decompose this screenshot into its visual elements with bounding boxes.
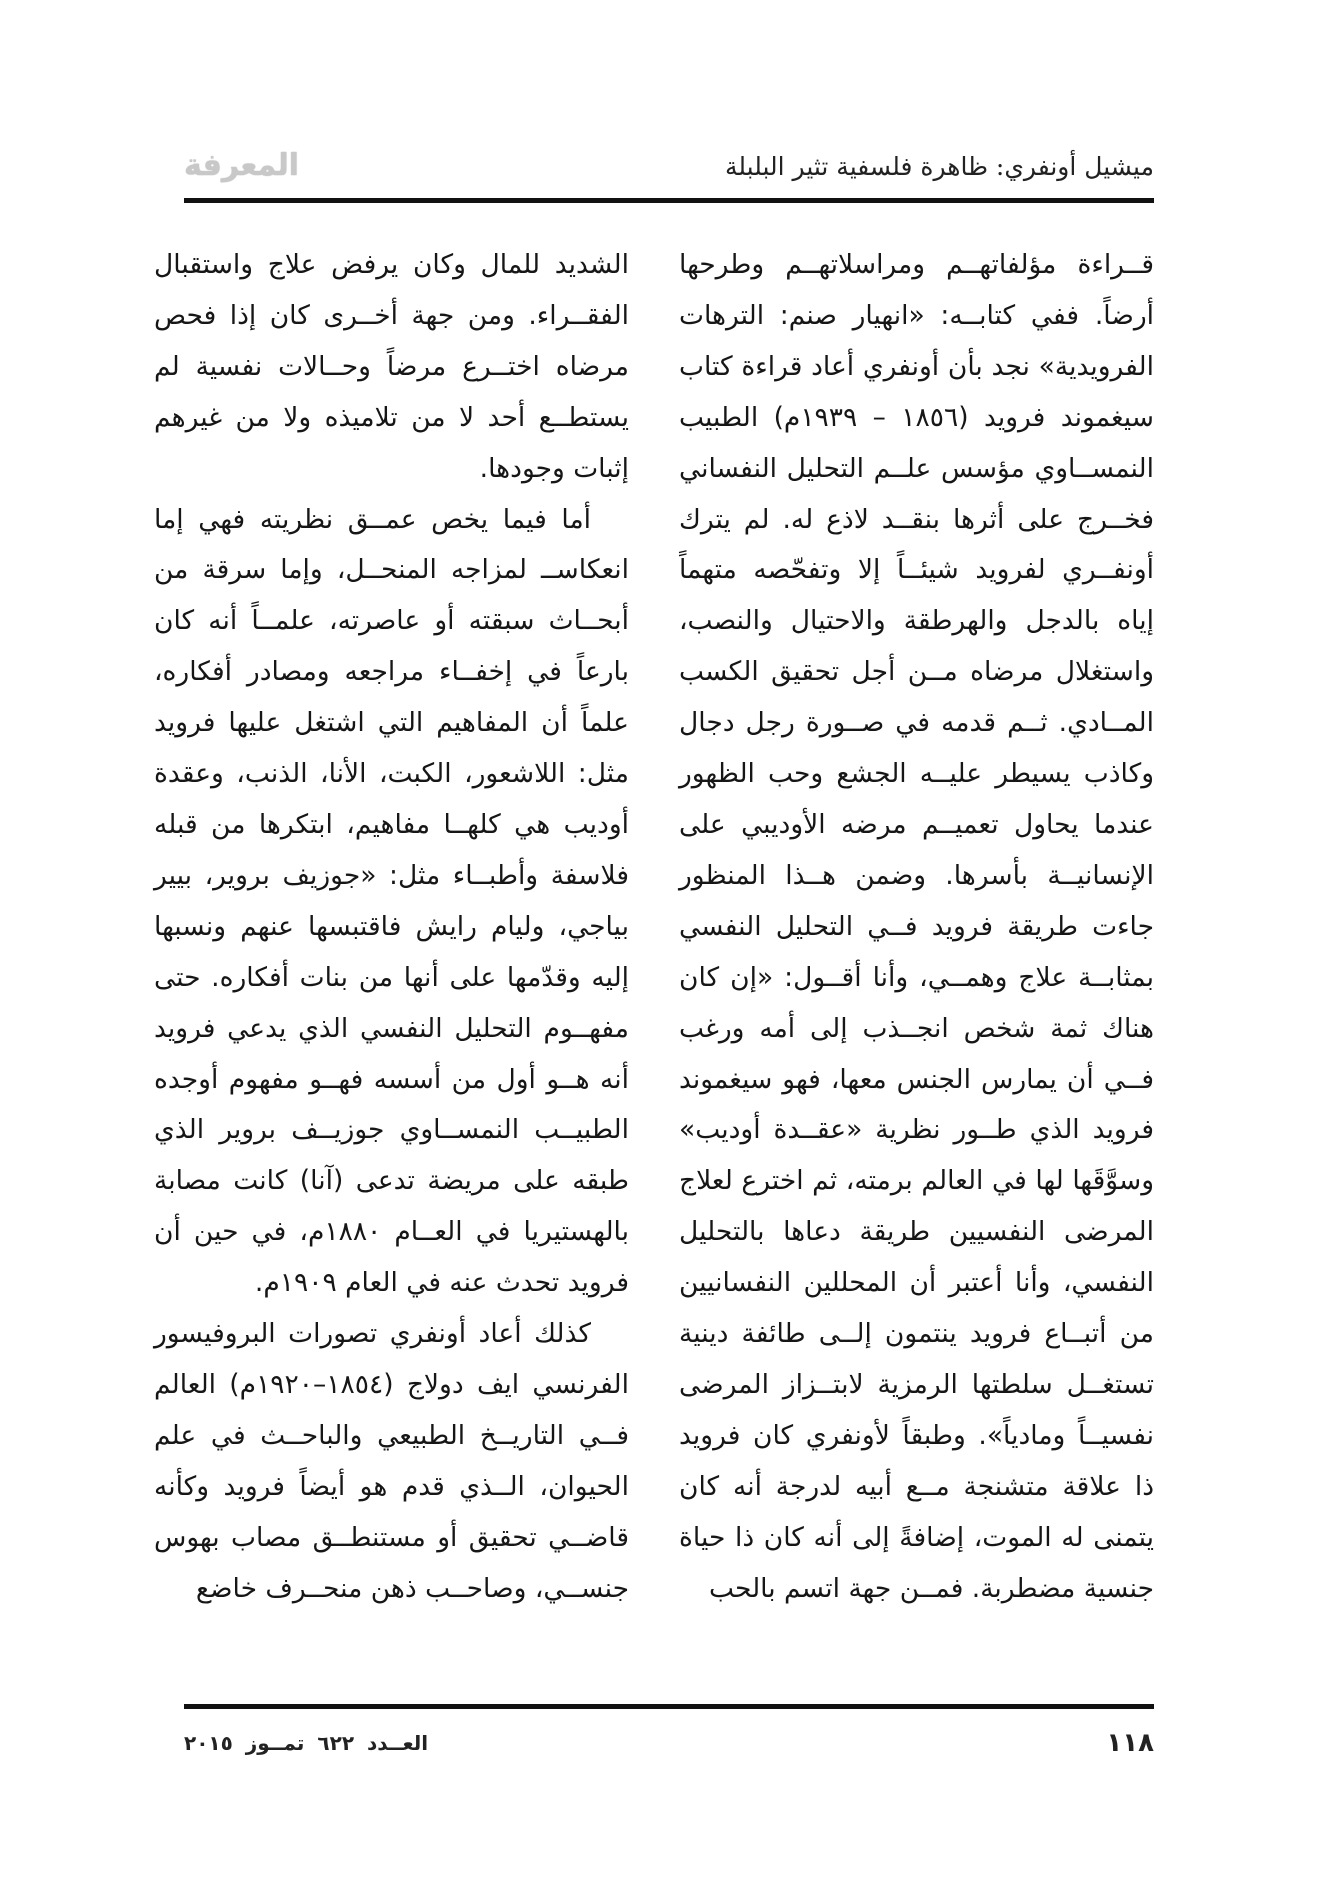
header-rule: [184, 198, 1154, 203]
footer-rule: [184, 1704, 1154, 1709]
page-number: ١١٨: [1106, 1728, 1154, 1758]
paragraph: الشديد للمال وكان يرفض علاج واستقبال الفقــراء. ومن جهة أخــرى كان إذا فحص مرضاه اختــرع مرضاً وحــالات نفسية لم يستطــع أحد لا من تلاميذه ولا من غيرهم إثبات وجودها.: [154, 249, 629, 484]
paragraph: كذلك أعاد أونفري تصورات البروفيسور الفرنسي ايف دولاج (١٨٥٤–١٩٢٠م) العالم فــي التاريــخ الطبيعي والباحــث في علم الحيوان، الــذي قدم هو أيضاً فرويد وكأنه قاضــي تحقيق أو مستنطــق مصاب بهوس جنســي، وصاحــب ذهن منحــرف خاضع: [154, 1318, 629, 1604]
page-header: [184, 142, 1154, 198]
paragraph: قــراءة مؤلفاتهــم ومراسلاتهــم وطرحها أرضاً. ففي كتابــه: «انهيار صنم: الترهات الفرويدية» نجد بأن أونفري أعاد قراءة كتاب سيغموند فرويد (١٨٥٦ – ١٩٣٩م) الطبيب النمســاوي مؤسس علــم التحليل النفساني فخــرج على أثرها بنقــد لاذع له. لم يترك أونفــري لفرويد شيئــاً إلا وتفحّصه متهماً إياه بالدجل والهرطقة والاحتيال والنصب، واستغلال مرضاه مــن أجل تحقيق الكسب المــادي. ثــم قدمه في صــورة رجل دجال وكاذب يسيطر عليــه الجشع وحب الظهور عندما يحاول تعميــم مرضه الأوديبي على الإنسانيــة بأسرها. وضمن هــذا المنظور جاءت طريقة فرويد فــي التحليل النفسي بمثابــة علاج وهمــي، وأنا أقــول: «إن كان هناك ثمة شخص انجــذب إلى أمه ورغب فــي أن يمارس الجنس معها، فهو سيغموند فرويد الذي طــور نظرية «عقــدة أوديب» وسوَّقَها لها في العالم برمته، ثم اخترع لعلاج المرضى النفسيين طريقة دعاها بالتحليل النفسي، وأنا أعتبر أن المحللين النفسانيين من أتبــاع فرويد ينتمون إلــى طائفة دينية تستغــل سلطتها الرمزية لابتــزاز المرضى نفسيــاً ومادياً». وطبقاً لأونفري كان فرويد ذا علاقة متشنجة مــع أبيه لدرجة أنه كان يتمنى له الموت، إضافةً إلى أنه كان ذا حياة جنسية مضطربة. فمــن جهة اتسم بالحب: [679, 249, 1154, 1604]
article-body: [154, 240, 1154, 1680]
magazine-logo: المعرفة: [184, 148, 300, 183]
paragraph: أما فيما يخص عمــق نظريته فهي إما انعكاســ لمزاجه المنحــل، وإما سرقة من أبحــاث سبقته أو عاصرته، علمــاً أنه كان بارعاً في إخفــاء مراجعه ومصادر أفكاره، علماً أن المفاهيم التي اشتغل عليها فرويد مثل: اللاشعور، الكبت، الأنا، الذنب، وعقدة أوديب هي كلهــا مفاهيم، ابتكرها من قبله فلاسفة وأطبــاء مثل: «جوزيف بروير، بيير بياجي، وليام رايش فاقتبسها عنهم ونسبها إليه وقدّمها على أنها من بنات أفكاره. حتى مفهــوم التحليل النفسي الذي يدعي فرويد أنه هــو أول من أسسه فهــو مفهوم أوجده الطبيــب النمســاوي جوزيــف بروير الذي طبقه على مريضة تدعى (آنا) كانت مصابة بالهستيريا في العــام ١٨٨٠م، في حين أن فرويد تحدث عنه في العام ١٩٠٩م.: [154, 503, 629, 1299]
text-column-right: [679, 240, 1154, 1614]
page-footer: [184, 1728, 1154, 1768]
article-title: ميشيل أونفري: ظاهرة فلسفية تثير البلبلة: [724, 152, 1154, 181]
issue-info: العــدد ٦٢٢ تمــوز ٢٠١٥: [184, 1731, 429, 1755]
text-column-left: [154, 240, 629, 1614]
